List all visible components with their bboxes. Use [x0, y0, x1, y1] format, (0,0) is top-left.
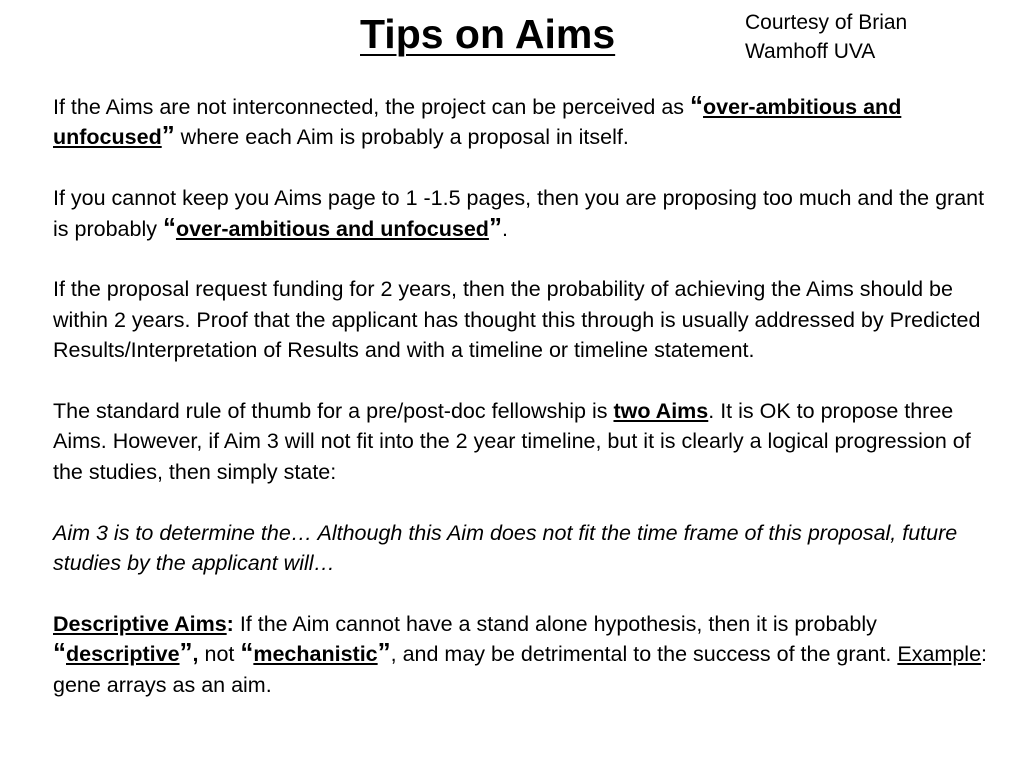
- paragraph-text: : gene arrays as an aim.: [53, 642, 988, 697]
- emphasis-text: mechanistic: [253, 642, 378, 667]
- paragraph-descriptive-aims: [53, 609, 988, 700]
- paragraph-text: where each Aim is probably a proposal in itself.: [174, 125, 629, 150]
- paragraph-text: , and may be detrimental to the success of the grant.: [390, 642, 898, 667]
- slide-title: Tips on Aims: [360, 11, 616, 57]
- paragraph-text: The standard rule of thumb for a pre/post-doc fellowship is: [53, 399, 614, 424]
- courtesy-note: [745, 8, 907, 66]
- bold-comma: ,: [192, 642, 199, 667]
- paragraph-text: .: [501, 216, 508, 241]
- emphasis-text: two Aims: [613, 399, 709, 424]
- paragraph-text: Aim 3 is to determine the… Although this Aim does not fit the time frame of this proposal, future studies by the applicant will…: [53, 520, 958, 576]
- paragraph-text: not: [198, 642, 241, 667]
- paragraph-text: . It is OK to propose three Aims. However, if Aim 3 will not fit into the 2 year timeline, but it is clearly a logical progression of the studies, then simply state:: [53, 399, 971, 484]
- paragraph-funding-years: [53, 274, 988, 365]
- emphasis-text: over-ambitious and unfocused: [175, 216, 489, 241]
- paragraph-text: If you cannot keep you Aims page to 1 -1.5 pages, then you are proposing too much and the grant is probably: [53, 186, 985, 241]
- open-quote: “: [162, 211, 176, 242]
- paragraph-aim-3-example: [53, 518, 988, 579]
- paragraph-text: If the Aims are not interconnected, the project can be perceived as: [53, 95, 691, 119]
- open-quote: “: [690, 90, 704, 120]
- paragraph-heading: Descriptive Aims: [53, 611, 227, 636]
- close-quote: ”: [377, 637, 391, 668]
- emphasis-text: descriptive: [66, 642, 180, 667]
- open-quote: “: [53, 637, 66, 668]
- courtesy-line-1: Courtesy of Brian: [745, 11, 908, 34]
- close-quote: ”: [488, 211, 502, 242]
- emphasis-text: over-ambitious and unfocused: [53, 95, 902, 150]
- paragraph-interconnected-aims: [53, 92, 988, 153]
- courtesy-line-2: Wamhoff UVA: [745, 40, 876, 63]
- open-quote: “: [240, 637, 254, 668]
- heading-colon: :: [226, 611, 234, 636]
- example-label: Example: [897, 642, 982, 667]
- paragraph-text: If the Aim cannot have a stand alone hypothesis, then it is probably: [233, 611, 877, 636]
- paragraph-rule-of-thumb: [53, 396, 988, 487]
- close-quote: ”: [179, 637, 193, 668]
- paragraph-page-length: [53, 183, 988, 244]
- close-quote: ”: [161, 120, 175, 151]
- paragraph-text: If the proposal request funding for 2 years, then the probability of achieving the Aims should be within 2 years. Proof that the applicant has thought this through is usually addressed by Predicted Results/Interpretation of Results and with a timeline or timeline statement.: [53, 277, 981, 363]
- slide-body: [53, 92, 988, 700]
